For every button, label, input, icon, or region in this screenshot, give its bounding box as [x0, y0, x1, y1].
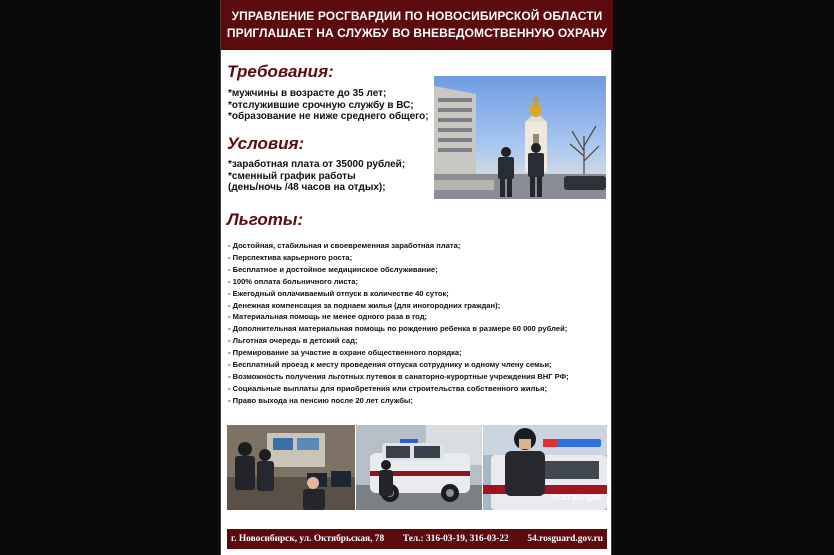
header-line-2: ПРИГЛАШАЕТ НА СЛУЖБУ ВО ВНЕВЕДОМСТВЕННУЮ ОХРАНУ — [226, 26, 608, 40]
benefits-title: Льготы: — [227, 210, 304, 229]
benefits-list — [228, 240, 610, 407]
car-label: РОСГВАРДИЯ — [553, 495, 602, 502]
officer-car-photo — [483, 425, 607, 510]
benefits-item: - 100% оплата больничного листа; — [228, 276, 359, 286]
benefits-item: - Бесплатный проезд к месту проведения отпуска сотруднику и одному члену семьи; — [228, 360, 552, 370]
requirements-title: Требования: — [227, 62, 334, 81]
guards-chapel-photo — [434, 76, 606, 199]
conditions-list — [228, 159, 405, 194]
benefits-item: - Материальная помощь не менее одного раза в год; — [228, 312, 428, 322]
benefits-item: - Ежегодный оплачиваемый отпуск в количестве 40 суток; — [228, 288, 449, 298]
footer-address: г. Новосибирск, ул. Октябрьская, 78 — [231, 534, 385, 544]
benefits-item: - Дополнительная материальная помощь по рождению ребенка в размере 60 000 рублей; — [228, 324, 568, 334]
recruitment-poster — [220, 0, 612, 555]
benefits-item: - Льготная очередь в детский сад; — [228, 336, 358, 346]
guards-chapel-illustration — [434, 76, 606, 199]
conditions-item: *заработная плата от 35000 рублей; — [228, 159, 406, 170]
benefits-item: - Премирование за участие в охране общественного порядка; — [228, 348, 462, 358]
contact-footer — [227, 529, 607, 549]
requirements-item: *образование не ниже среднего общего; — [228, 111, 429, 122]
footer-site: 54.rosguard.gov.ru — [527, 534, 603, 544]
patrol-car-illustration — [356, 425, 482, 510]
requirements-item: *мужчины в возрасте до 35 лет; — [228, 88, 387, 99]
patrol-car-photo — [356, 425, 482, 510]
benefits-item: - Бесплатное и достойное медицинское обслуживание; — [228, 264, 438, 274]
conditions-item: (день/ночь /48 часов на отдых); — [228, 182, 386, 193]
footer-phones: Тел.: 316-03-19, 316-03-22 — [402, 534, 509, 544]
conditions-title: Условия: — [227, 134, 305, 153]
requirements-list — [228, 88, 429, 123]
header-line-1: УПРАВЛЕНИЕ РОСГВАРДИИ ПО НОВОСИБИРСКОЙ ОБЛАСТИ — [231, 9, 603, 23]
poster-header — [221, 0, 613, 50]
benefits-item: - Перспектива карьерного роста; — [228, 252, 353, 262]
benefits-item: - Право выхода на пенсию после 20 лет службы; — [228, 395, 413, 405]
requirements-item: *отслужившие срочную службу в ВС; — [228, 99, 414, 111]
benefits-item: - Социальные выплаты для приобретения или строительства собственного жилья; — [228, 383, 547, 393]
conditions-item: *сменный график работы — [228, 170, 356, 182]
benefits-item: - Возможность получения льготных путевок в санаторно-курортные учреждения ВНГ РФ; — [228, 371, 569, 381]
control-room-illustration — [227, 425, 355, 510]
benefits-item: - Денежная компенсация за поднаем жилья (для иногородних граждан); — [228, 300, 501, 310]
control-room-photo — [227, 425, 355, 510]
benefits-item: - Достойная, стабильная и своевременная заработная плата; — [228, 241, 461, 250]
